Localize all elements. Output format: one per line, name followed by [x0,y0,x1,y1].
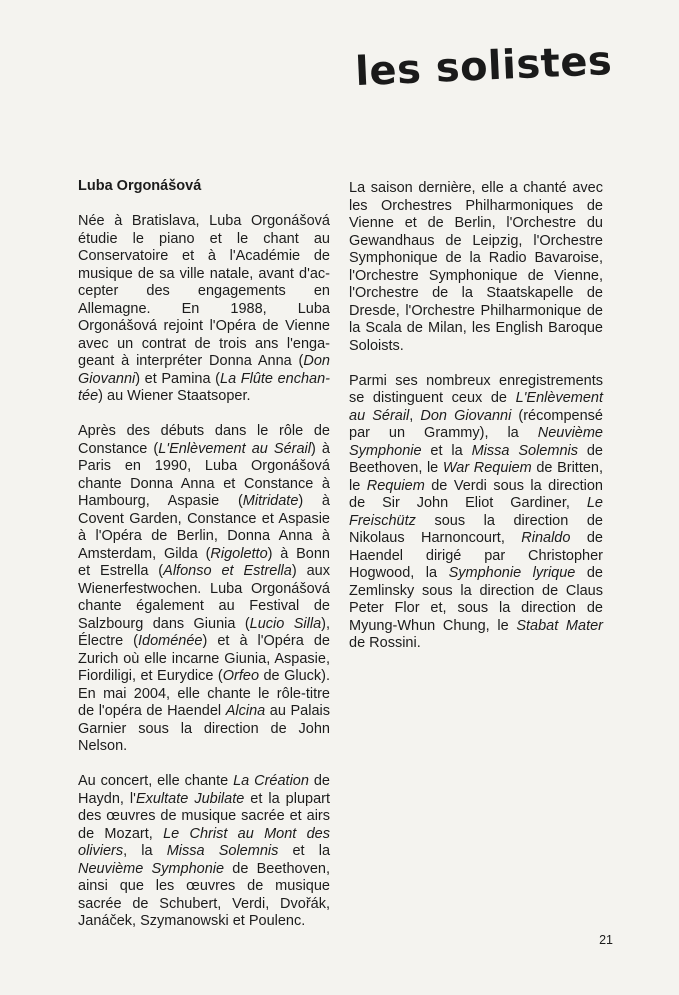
text-run: ) aux Wienerfestwochen. Luba Orgonášová chante également au Festival de Salzbourg dans Giunia ( [78,563,330,632]
italic-title: Exultate Jubilate [135,790,245,807]
text-run: au Palais Garnier sous la direction de John Nelson. [78,703,330,754]
bio-paragraph-5 [349,373,603,653]
text-run: Après des débuts dans le rôle de Constance ( [78,423,330,457]
text-run: de Haendel dirigé par Christopher Hogwood, la [349,530,603,581]
italic-title: Symphonie lyrique [448,565,576,581]
text-run: , [409,407,421,424]
page-title: les solistes [354,38,614,96]
text-run: Née à Bratislava, Luba Orgonášová étudie le piano et le chant au Conservatoire et à l'Académie de musique de sa ville natale, avant d'ac-cepter des engagements en Allemagne. En 1988, Luba Orgonášová rejoint l'Opéra de Vienne avec un contrat de trois ans l'enga-geant à interpréter Donna Anna ( [78,213,330,369]
text-run: de Beethoven, le [349,442,603,476]
bio-paragraph-3 [78,773,330,931]
italic-title: Alcina [225,703,266,719]
italic-title: Requiem [366,477,425,494]
text-run: , la [123,843,167,859]
italic-title: War Requiem [442,460,532,476]
italic-title: Neuvième Symphonie [78,860,225,877]
italic-title: Idoménée [137,633,203,649]
text-run: de Gluck). En mai 2004, elle chante le rôle-titre de l'opéra de Haendel [78,668,330,719]
text-run: ) au Wiener Staatsoper. [98,388,251,404]
text-run: (récompensé par un Grammy), la [349,407,603,441]
italic-title: La Flûte enchan-tée [78,370,330,404]
italic-title: Missa Solemnis [166,843,279,859]
soloist-name: Luba Orgonášová [78,178,202,194]
text-run: La saison dernière, elle a chanté avec les Orchestres Philharmoniques de Vienne et de Berlin, l'Orchestre du Gewandhaus de Leipzig, l'Orchestre Symphonique de la Radio Bavaroise, l'Orchestre Symphonique de Vienne, l'Orchestre de la Staatskapelle de Dresde, l'Orchestre Philharmonique de la Scala de Milan, les English Baroque Soloists. [349,180,603,354]
italic-title: Mitridate [242,493,299,509]
right-column [349,180,603,670]
italic-title: L'Enlèvement au Sérail [158,440,312,457]
italic-title: Lucio Silla [249,615,322,632]
italic-title: La Création [233,773,309,789]
italic-title: Rinaldo [521,530,571,546]
italic-title: Orfeo [222,668,260,684]
bio-paragraph-1 [78,213,330,406]
italic-title: Alfonso et Estrella [163,563,292,579]
text-run: de Haydn, l' [78,773,330,807]
text-run: et la plupart des œuvres de musique sacrée et airs de Mozart, [78,790,330,842]
text-run: et la [421,442,472,459]
text-run: de Britten, le [349,460,603,494]
bio-paragraph-4 [349,180,603,355]
text-run: de Zemlinsky sous la direction de Claus Peter Flor et, sous la direction de Myung-Whun Chung, le [349,565,603,634]
text-run: de Verdi sous la direction de Sir John Eliot Gardiner, [349,477,603,511]
text-run: ) à Bonn et Estrella ( [78,545,330,579]
text-run: de Rossini. [349,635,421,651]
italic-title: Rigoletto [210,545,268,562]
text-run: et la [278,843,331,859]
italic-title: L'Enlèvement au Sérail [349,390,603,424]
italic-title: Don Giovanni [420,407,512,424]
italic-title: Stabat Mater [516,617,603,634]
italic-title: Neuvième Symphonie [349,425,603,459]
text-run: ) à Covent Garden, Constance et Aspasie à l'Opéra de Berlin, Donna Anna à Amsterdam, Gilda ( [78,493,330,562]
text-run: ) à Paris en 1990, Luba Orgonášová chante Donna Anna et Constance à Hambourg, Aspasie ( [78,440,330,509]
italic-title: Missa Solemnis [471,442,578,459]
italic-title: Don Giovanni [78,353,330,387]
text-run: ), Électre ( [78,615,330,649]
text-run: Au concert, elle chante [78,773,234,789]
text-run: ) et Pamina ( [135,370,220,387]
italic-title: Le Christ au Mont des oliviers [78,825,331,859]
text-run: Parmi ses nombreux enregistrements se distinguent ceux de [349,372,603,406]
left-column [78,178,330,931]
text-run: ) et à l'Opéra de Zurich où elle incarne Giunia, Aspasie, Fiordiligi, et Eurydice ( [78,633,330,684]
italic-title: Le Freischütz [349,495,603,529]
bio-paragraph-2 [78,423,330,756]
text-run: de Beethoven, ainsi que les œuvres de musique sacrée de Schubert, Verdi, Dvořák, Janáček, Szymanowski et Poulenc. [78,860,330,929]
text-run: sous la direction de Nikolaus Harnoncourt, [349,512,603,546]
page-number: 21 [599,933,613,947]
